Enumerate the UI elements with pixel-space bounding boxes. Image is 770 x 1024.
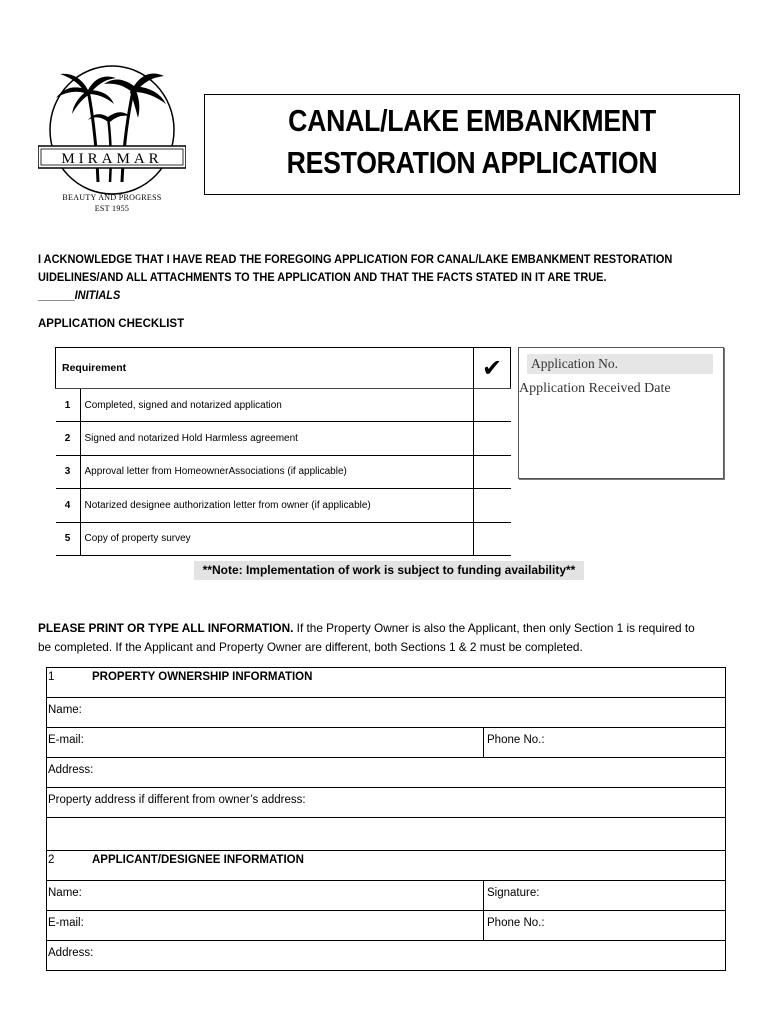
item-checkbox[interactable] <box>474 389 511 422</box>
checklist-row <box>56 522 511 555</box>
requirement-header: Requirement <box>56 348 474 389</box>
checklist-table <box>55 347 511 556</box>
instructions-line-1 <box>38 621 695 635</box>
applicant-address-field[interactable] <box>46 940 726 971</box>
item-text: Copy of property survey <box>80 522 474 555</box>
title-line-1: CANAL/LAKE EMBANKMENT <box>288 103 656 138</box>
owner-name-field[interactable] <box>46 697 726 728</box>
item-number: 2 <box>56 422 81 455</box>
item-number: 4 <box>56 489 81 522</box>
item-checkbox[interactable] <box>474 522 511 555</box>
section-1-header <box>46 667 726 698</box>
applicant-signature-label: Signature: <box>487 887 540 899</box>
item-text: Approval letter from HomeownerAssociations (if applicable) <box>80 455 474 488</box>
logo-name: MIRAMAR <box>61 151 163 167</box>
owner-name-label: Name: <box>48 704 82 716</box>
section-2-title: APPLICANT/DESIGNEE INFORMATION <box>92 854 304 866</box>
item-checkbox[interactable] <box>474 489 511 522</box>
applicant-email-label: E-mail: <box>48 917 84 929</box>
logo-est: EST 1955 <box>94 204 130 213</box>
title-line-2: RESTORATION APPLICATION <box>286 145 658 180</box>
section-2-number: 2 <box>48 854 55 866</box>
checklist-heading: APPLICATION CHECKLIST <box>38 318 185 330</box>
owner-address-label: Address: <box>48 764 94 776</box>
application-number-field[interactable]: Application No. <box>527 354 713 374</box>
initials-blank: ______ <box>38 288 75 302</box>
miramar-logo <box>38 62 186 214</box>
item-text: Completed, signed and notarized application <box>80 389 474 422</box>
property-address-blank[interactable] <box>46 817 726 851</box>
initials-line[interactable] <box>38 288 120 302</box>
applicant-name-row <box>46 880 726 911</box>
owner-email-label: E-mail: <box>48 734 84 746</box>
logo-tagline: BEAUTY AND PROGRESS <box>62 193 162 202</box>
checklist-row <box>56 389 511 422</box>
checklist-row <box>56 455 511 488</box>
item-number: 3 <box>56 455 81 488</box>
acknowledgment-line-2: UIDELINES/AND ALL ATTACHMENTS TO THE APPLICATION AND THAT THE FACTS STATED IN IT ARE TRUE. <box>38 270 607 284</box>
owner-phone-label: Phone No.: <box>487 734 545 746</box>
title-box <box>204 94 740 195</box>
property-address-field[interactable] <box>46 787 726 818</box>
instructions-rest: If the Property Owner is also the Applicant, then only Section 1 is required to <box>293 621 695 635</box>
item-checkbox[interactable] <box>474 455 511 488</box>
acknowledgment-line-1: I ACKNOWLEDGE THAT I HAVE READ THE FOREGOING APPLICATION FOR CANAL/LAKE EMBANKMENT RESTORATION <box>38 252 673 266</box>
owner-email-row <box>46 727 726 758</box>
item-text: Notarized designee authorization letter from owner (if applicable) <box>80 489 474 522</box>
section-1-number: 1 <box>48 671 55 683</box>
checklist-row <box>56 489 511 522</box>
owner-address-field[interactable] <box>46 757 726 788</box>
application-received-date-label: Application Received Date <box>519 381 671 396</box>
section-2-header <box>46 850 726 881</box>
office-use-box <box>518 347 724 479</box>
property-address-label: Property address if different from owner’s address: <box>48 794 306 806</box>
checkmark-icon: ✔ <box>474 348 511 389</box>
section-1-title: PROPERTY OWNERSHIP INFORMATION <box>92 671 313 683</box>
item-checkbox[interactable] <box>474 422 511 455</box>
applicant-phone-label: Phone No.: <box>487 917 545 929</box>
instructions-bold: PLEASE PRINT OR TYPE ALL INFORMATION. <box>38 621 294 635</box>
item-number: 1 <box>56 389 81 422</box>
instructions-line-2: be completed. If the Applicant and Property Owner are different, both Sections 1 & 2 must be completed. <box>38 640 583 654</box>
funding-note: **Note: Implementation of work is subject to funding availability** <box>194 561 584 580</box>
applicant-address-label: Address: <box>48 947 94 959</box>
applicant-name-label: Name: <box>48 887 82 899</box>
initials-label: INITIALS <box>74 288 121 302</box>
applicant-email-row <box>46 910 726 941</box>
item-text: Signed and notarized Hold Harmless agreement <box>80 422 474 455</box>
item-number: 5 <box>56 522 81 555</box>
checklist-row <box>56 422 511 455</box>
